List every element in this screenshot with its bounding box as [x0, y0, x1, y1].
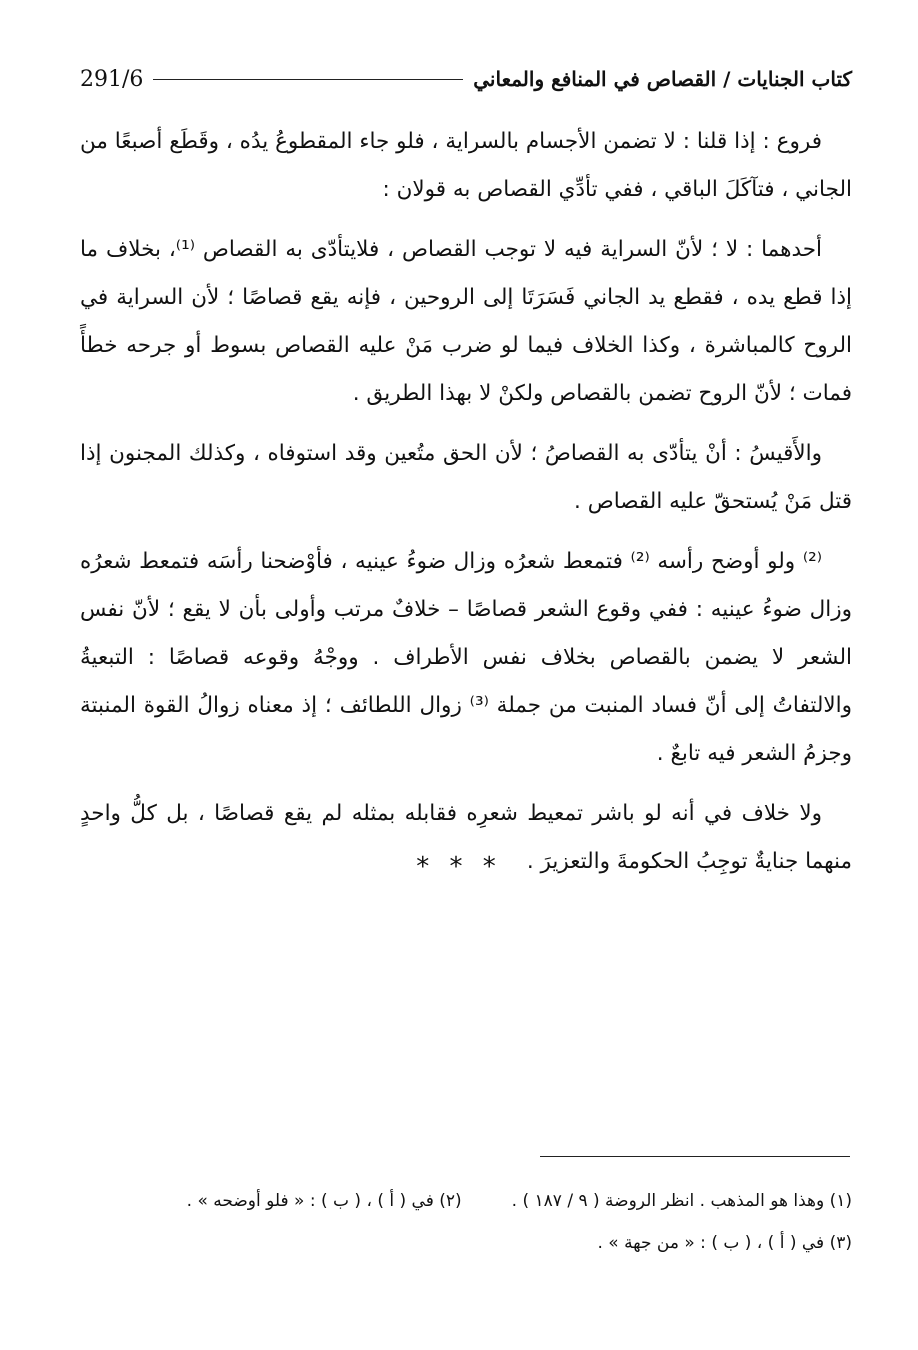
- header-rule: [153, 79, 463, 80]
- paragraph-ahaduhuma: أحدهما : لا ؛ لأنّ السراية فيه لا توجب القصاص ، فلايتأدّى به القصاص ⁽¹⁾، بخلاف ما إذا قطع يده ، فقطع يد الجاني فَسَرَتَا إلى الروحين ، فإنه يقع قصاصًا ؛ لأن السراية في الروح كالمباشرة ، وكذا الخلاف فيما لو ضرب مَنْ عليه القصاص بسوط أو جرحه خطأً فمات ؛ لأنّ الروح تضمن بالقصاص ولكنْ لا بهذا الطريق .: [80, 237, 852, 406]
- page-number: 291/6: [80, 66, 144, 92]
- paragraph-awdaha: ⁽²⁾ ولو أوضح رأسه ⁽²⁾ فتمعط شعرُه وزال ضوءُ عينيه ، فأوْضحنا رأسَه فتمعط شعرُه وزال ضوءُ عينيه : ففي وقوع الشعر قصاصًا – خلافٌ مرتب وأولى بأن لا يقع ؛ لأنّ نفس الشعر لا يضمن بالقصاص بخلاف نفس الأطراف . ووجْهُ وقوعه قصاصًا : التبعيةُ والالتفاتُ إلى أنّ فساد المنبت من جملة ⁽³⁾ زوال اللطائف ؛ إذ معناه زوالُ القوة المنبتة وجزمُ الشعر فيه تابعٌ .: [80, 549, 852, 766]
- header-title: كتاب الجنايات / القصاص في المنافع والمعاني: [473, 67, 852, 91]
- paragraph-furu: فروع : إذا قلنا : لا تضمن الأجسام بالسراية ، فلو جاء المقطوعُ يدُه ، وقَطَع أصبعًا من الجاني ، فتآكَلَ الباقي ، ففي تأدِّي القصاص به قولان :: [80, 129, 852, 202]
- paragraph-aqyas: والأَقيسُ : أنْ يتأدّى به القصاصُ ؛ لأن الحق متُعين وقد استوفاه ، وكذلك المجنون إذا قتل مَنْ يُستحقّ عليه القصاص .: [80, 441, 852, 514]
- section-separator: * * *: [416, 852, 502, 882]
- footnote-row: [80, 1180, 852, 1222]
- footnote-row: [80, 1222, 852, 1264]
- footnote-2: (٢) في ( أ ) ، ( ب ) : « فلو أوضحه » .: [186, 1191, 462, 1211]
- running-header: [80, 62, 852, 96]
- paragraph-la-khilaf: ولا خلاف في أنه لو باشر تمعيط شعرِه فقابله بمثله لم يقع قصاصًا ، بل كلُّ واحدٍ منهما جنايةٌ توجِبُ الحكومةَ والتعزيرَ .: [80, 801, 852, 874]
- footnote-1: (١) وهذا هو المذهب . انظر الروضة ( ٩ / ١٨٧ ) .: [511, 1191, 852, 1211]
- footnote-3: (٣) في ( أ ) ، ( ب ) : « من جهة » .: [597, 1233, 852, 1253]
- footnotes: [80, 1180, 852, 1264]
- main-text: [80, 118, 852, 898]
- footnote-divider: [540, 1156, 850, 1157]
